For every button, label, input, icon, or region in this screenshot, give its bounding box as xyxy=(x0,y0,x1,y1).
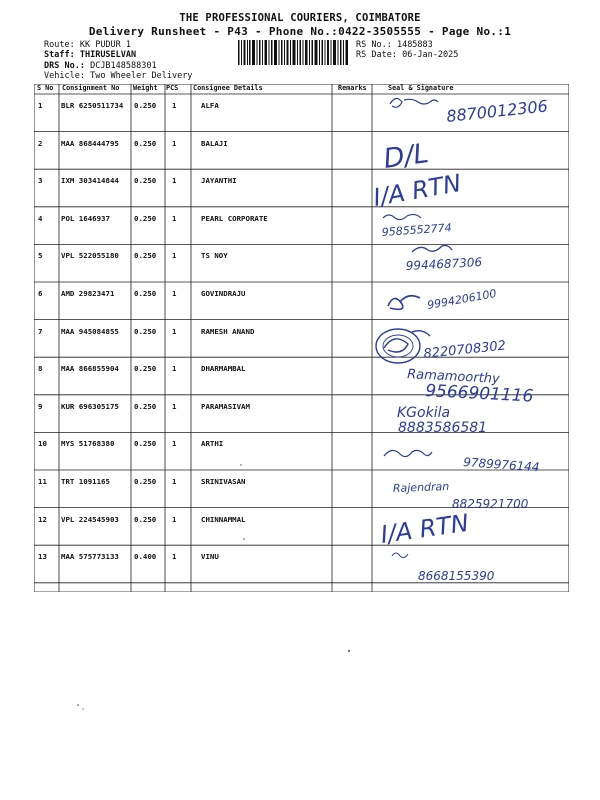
row-pcs: 1 xyxy=(172,326,177,336)
col-header-consignee: Consignee Details xyxy=(193,84,263,92)
row-pcs: 1 xyxy=(172,176,177,186)
sig-row13-number: 8668155390 xyxy=(418,569,495,583)
vehicle-line xyxy=(44,71,192,81)
col-header-pcs: PCS xyxy=(166,84,179,92)
row-weight: 0.250 xyxy=(134,289,157,298)
row-pcs: 1 xyxy=(172,213,177,223)
row-weight: 0.250 xyxy=(134,477,157,486)
sig-row6-number: 9994206100 xyxy=(426,286,498,312)
row-pcs: 1 xyxy=(172,477,177,486)
col-header-sno: S No xyxy=(37,84,54,92)
row-pcs: 1 xyxy=(172,289,177,298)
staff-value: THIRUSELVAN xyxy=(79,50,137,60)
row-consignee: PARAMASIVAM xyxy=(201,401,250,411)
row-pcs: 1 xyxy=(172,552,177,562)
rs-no-line xyxy=(356,40,433,50)
row-consignee: CHINNAMMAL xyxy=(201,514,246,524)
col-header-consignment: Consignment No xyxy=(62,84,120,92)
row-consignee: PEARL CORPORATE xyxy=(201,213,268,223)
row-pcs: 1 xyxy=(172,514,177,524)
sig-row9-name: KGokila xyxy=(397,405,451,421)
row-sno: 11 xyxy=(38,477,47,486)
row-consignee: BALAJI xyxy=(201,138,228,148)
row-weight: 0.250 xyxy=(134,176,157,186)
barcode xyxy=(238,40,348,65)
col-header-seal-signature: Seal & Signature xyxy=(388,84,454,92)
row-consignment-no: TRT 1091165 xyxy=(61,477,110,486)
row-weight: 0.250 xyxy=(134,401,157,411)
row-consignment-no: MAA 866855904 xyxy=(61,364,119,374)
runsheet-subtitle: Delivery Runsheet - P43 - Phone No.:0422-3505555 - Page No.:1 xyxy=(88,25,512,38)
row-consignee: DHARMAMBAL xyxy=(201,364,246,374)
sig-row3-status: I/A RTN xyxy=(371,168,464,212)
row-pcs: 1 xyxy=(172,439,177,449)
sig-row8-name: Ramamoorthy xyxy=(406,367,501,387)
sig-row1-number: 8870012306 xyxy=(445,96,549,126)
row-consignment-no: VPL 224545903 xyxy=(61,514,119,524)
row-sno: 12 xyxy=(38,514,47,524)
sig-row8-number: 9566901116 xyxy=(424,381,534,407)
col-header-remarks: Remarks xyxy=(338,84,367,92)
row-consignment-no: AMD 29823471 xyxy=(61,289,115,298)
row-consignment-no: MYS 51768380 xyxy=(61,439,115,449)
row-weight: 0.250 xyxy=(134,326,157,336)
sig-row4-number: 9585552774 xyxy=(381,221,453,239)
row-weight: 0.250 xyxy=(134,514,157,524)
row-consignee: GOVINDRAJU xyxy=(201,289,246,298)
row-sno: 9 xyxy=(38,401,43,411)
row-consignee: ALFA xyxy=(201,101,219,110)
sig-row12-status: I/A RTN xyxy=(378,508,471,549)
rs-no-value: 1485883 xyxy=(396,40,433,50)
col-header-weight: Weight xyxy=(133,84,158,92)
route-value: KK PUDUR 1 xyxy=(79,40,132,50)
sig-row9-number: 8883586581 xyxy=(398,420,488,436)
row-consignee: TS NOY xyxy=(201,251,228,261)
sig-row2-delivered: D/L xyxy=(381,137,431,175)
row-consignee: RAMESH ANAND xyxy=(201,326,255,336)
row-sno: 13 xyxy=(38,552,47,562)
row-weight: 0.250 xyxy=(134,213,157,223)
row-consignment-no: MAA 945084855 xyxy=(61,326,119,336)
row-sno: 3 xyxy=(38,176,43,186)
drs-line xyxy=(44,61,157,71)
row-consignee: ARTHI xyxy=(201,439,224,449)
staff-line xyxy=(44,50,136,60)
rs-date-line xyxy=(356,50,458,60)
row-consignee: SRINIVASAN xyxy=(201,477,246,486)
row-consignment-no: KUR 696305175 xyxy=(61,401,119,411)
sig-row11-name: Rajendran xyxy=(392,480,450,495)
row-consignment-no: BLR 6250511734 xyxy=(61,101,124,110)
sig-row11-number: 8825921700 xyxy=(452,497,529,511)
row-sno: 2 xyxy=(38,138,43,148)
row-weight: 0.250 xyxy=(134,364,157,374)
drs-value: DCJB148588301 xyxy=(90,61,157,71)
drs-label: DRS No.: xyxy=(44,61,85,71)
row-consignment-no: IXM 303414844 xyxy=(61,176,119,186)
staff-label: Staff: xyxy=(44,50,75,60)
row-consignment-no: MAA 575773133 xyxy=(61,552,119,562)
row-consignee: VINU xyxy=(201,552,219,562)
row-sno: 1 xyxy=(38,101,43,110)
route-label: Route: xyxy=(44,40,75,50)
row-pcs: 1 xyxy=(172,101,177,110)
row-consignment-no: POL 1646937 xyxy=(61,213,110,223)
row-sno: 6 xyxy=(38,289,43,298)
row-consignee: JAYANTHI xyxy=(201,176,237,186)
row-pcs: 1 xyxy=(172,401,177,411)
row-sno: 5 xyxy=(38,251,43,261)
rs-date-label: RS Date: xyxy=(356,50,397,60)
row-pcs: 1 xyxy=(172,138,177,148)
row-consignment-no: MAA 868444795 xyxy=(61,138,119,148)
row-weight: 0.250 xyxy=(134,138,157,148)
row-weight: 0.250 xyxy=(134,101,157,110)
sig-row7-number: 8220708302 xyxy=(422,338,507,362)
route-line xyxy=(44,40,131,50)
row-weight: 0.250 xyxy=(134,251,157,261)
row-sno: 10 xyxy=(38,439,47,449)
row-sno: 4 xyxy=(38,213,43,223)
rs-no-label: RS No.: xyxy=(356,40,392,50)
row-sno: 8 xyxy=(38,364,43,374)
company-name: THE PROFESSIONAL COURIERS, COIMBATORE xyxy=(179,12,421,24)
vehicle-label: Vehicle: xyxy=(44,71,85,81)
row-weight: 0.250 xyxy=(134,439,157,449)
row-sno: 7 xyxy=(38,326,43,336)
row-consignment-no: VPL 522055180 xyxy=(61,251,119,261)
sig-row10-number: 9789976144 xyxy=(462,455,540,475)
row-weight: 0.400 xyxy=(134,552,157,562)
rs-date-value: 06-Jan-2025 xyxy=(402,50,459,60)
vehicle-value: Two Wheeler Delivery xyxy=(90,71,193,81)
row-pcs: 1 xyxy=(172,251,177,261)
row-pcs: 1 xyxy=(172,364,177,374)
sig-row5-number: 9944687306 xyxy=(405,255,483,273)
